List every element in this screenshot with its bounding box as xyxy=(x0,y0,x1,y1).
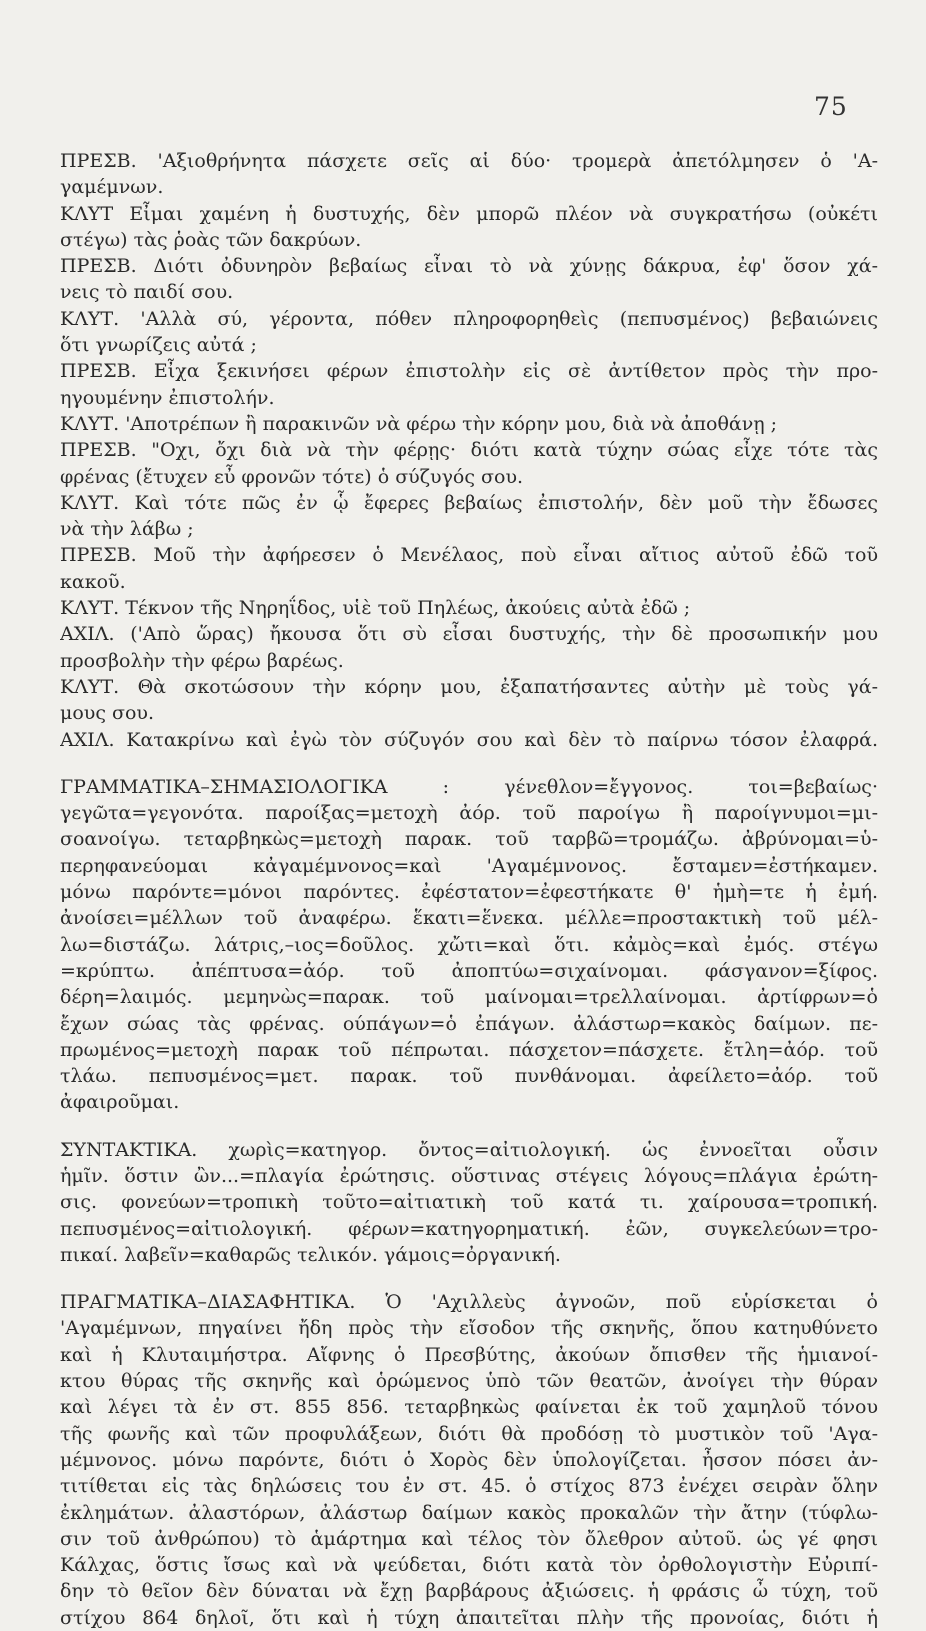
dialogue-line: ΠΡΕΣΒ. 'Αξιοθρήνητα πάσχετε σεῖς αἱ δύο· τρομερὰ ἀπετόλμησεν ὁ 'Α- xyxy=(60,150,878,172)
grammar-line: περηφανεύομαι κἀγαμέμνονος=καὶ 'Αγαμέμνονος. ἔσταμεν=ἐστήκαμεν. xyxy=(60,854,878,877)
dialogue-line: ΑΧΙΛ. ('Απὸ ὥρας) ἤκουσα ὅτι σὺ εἶσαι δυστυχής, τὴν δὲ προσωπικήν μου xyxy=(60,623,878,646)
pragmatics-line: καὶ λέγει τὰ ἐν στ. 855 856. τεταρβηκὼς φαίνεται ἐκ τοῦ χαμηλοῦ τόνου xyxy=(60,1396,878,1419)
grammar-line: τλάω. πεπυσμένος=μετ. παρακ. τοῦ πυνθάνομαι. ἀφείλετο=ἀόρ. τοῦ xyxy=(60,1065,878,1088)
dialogue-line: φρένας (ἔτυχεν εὖ φρονῶν τότε) ὁ σύζυγός σου. xyxy=(60,465,524,488)
pragmatics-line: σιν τοῦ ἀνθρώπου) τὸ ἁμάρτημα καὶ τέλος τὸν ὄλεθρον αὐτοῦ. ὡς γέ φησι xyxy=(60,1527,878,1550)
dialogue-line: ηγουμένην ἐπιστολήν. xyxy=(60,386,275,409)
grammar-line: γεγῶτα=γεγονότα. παροίξας=μετοχὴ ἀόρ. τοῦ παροίγω ἢ παροίγνυμοι=μι- xyxy=(60,802,878,825)
grammar-section xyxy=(60,774,878,1116)
dialogue-line: ΚΛΥΤ. 'Αποτρέπων ἢ παρακινῶν νὰ φέρω τὴν κόρην μου, διὰ νὰ ἀποθάνῃ ; xyxy=(60,412,778,435)
page-number: 75 xyxy=(814,92,848,121)
pragmatics-line: τιτίθεται εἰς τὰς δηλώσεις του ἐν στ. 45. ὁ στίχος 873 ἐνέχει σειρὰν ὅλην xyxy=(60,1475,878,1498)
syntax-line: σις. φονεύων=τροπικὴ τοῦτο=αἰτιατικὴ τοῦ κατά τι. χαίρουσα=τροπική. xyxy=(60,1191,878,1214)
page-body xyxy=(60,148,878,1631)
pragmatics-line: Κάλχας, ὅστις ἴσως καὶ νὰ ψεύδεται, διότι κατὰ τὸν ὀρθολογιστὴν Εὐριπί- xyxy=(60,1554,878,1577)
dialogue-line: ΠΡΕΣΒ. "Οχι, ὄχι διὰ νὰ τὴν φέρῃς· διότι κατὰ τύχην σώας εἶχε τότε τὰς xyxy=(60,439,878,462)
syntax-line: ἡμῖν. ὅστιν ὢν...=πλαγία ἐρώτησις. οὕστινας στέγεις λόγους=πλάγια ἐρώτη- xyxy=(60,1164,878,1187)
dialogue-line: ΠΡΕΣΒ. Μοῦ τὴν ἀφήρεσεν ὁ Μενέλαος, ποὺ εἶναι αἴτιος αὐτοῦ ἐδῶ τοῦ xyxy=(60,544,878,567)
grammar-line: δέρη=λαιμός. μεμηνὼς=παρακ. τοῦ μαίνομαι=τρελλαίνομαι. ἀρτίφρων=ὁ xyxy=(60,986,878,1009)
dialogue-line: μους σου. xyxy=(60,702,155,725)
dialogue-line: ΚΛΥΤ Εἶμαι χαμένη ἡ δυστυχής, δὲν μπορῶ πλέον νὰ συγκρατήσω (οὐκέτι xyxy=(60,202,878,225)
grammar-line: πρωμένος=μετοχὴ παρακ τοῦ πέπρωται. πάσχετον=πάσχετε. ἔτλη=ἀόρ. τοῦ xyxy=(60,1038,878,1061)
pragmatics-line: τῆς φωνῆς καὶ τῶν προφυλάξεων, διότι θὰ προδόσῃ τὸ μυστικὸν τοῦ 'Αγα- xyxy=(60,1422,878,1445)
dialogue-line: ΑΧΙΛ. Κατακρίνω καὶ ἐγὼ τὸν σύζυγόν σου καὶ δὲν τὸ παίρνω τόσον ἐλαφρά. xyxy=(60,728,878,751)
dialogue-line: νὰ τὴν λάβω ; xyxy=(60,518,194,541)
grammar-line: ἀνοίσει=μέλλων τοῦ ἀναφέρω. ἕκατι=ἕνεκα. μέλλε=προστακτικὴ τοῦ μέλ- xyxy=(60,907,878,930)
dialogue-line: στέγω) τὰς ῥοὰς τῶν δακρύων. xyxy=(60,228,362,251)
grammar-line: ΓΡΑΜΜΑΤΙΚΑ–ΣΗΜΑΣΙΟΛΟΓΙΚΑ : γένεθλον=ἔγγονος. τοι=βεβαίως· xyxy=(60,775,878,798)
grammar-line: μόνω παρόντε=μόνοι παρόντες. ἐφέστατον=ἐφεστήκατε θ' ἡμὴ=τε ἡ ἐμή. xyxy=(60,881,878,904)
pragmatics-line: στίχου 864 δηλοῖ, ὅτι καὶ ἡ τύχη ἀπαιτεῖται πλὴν τῆς προνοίας, διότι ἡ xyxy=(60,1606,878,1629)
dialogue-line: γαμέμνων. xyxy=(60,176,164,199)
dialogue-line: ΚΛΥΤ. 'Αλλὰ σύ, γέροντα, πόθεν πληροφορηθεὶς (πεπυσμένος) βεβαιώνεις xyxy=(60,307,878,330)
dialogue-line: ΠΡΕΣΒ. Εἶχα ξεκινήσει φέρων ἐπιστολὴν εἰς σὲ ἀντίθετον πρὸς τὴν προ- xyxy=(60,360,878,383)
grammar-line: =κρύπτω. ἀπέπτυσα=ἀόρ. τοῦ ἀποπτύω=σιχαίνομαι. φάσγανον=ξίφος. xyxy=(60,959,878,982)
pragmatics-line: ΠΡΑΓΜΑΤΙΚΑ–ΔΙΑΣΑΦΗΤΙΚΑ. Ὁ 'Αχιλλεὺς ἀγνοῶν, ποῦ εὑρίσκεται ὁ xyxy=(60,1291,878,1314)
pragmatics-line: κτου θύρας τῆς σκηνῆς καὶ ὁρώμενος ὑπὸ τῶν θεατῶν, ἀνοίγει τὴν θύραν xyxy=(60,1370,878,1393)
dialogue-line: κακοῦ. xyxy=(60,570,126,593)
pragmatics-line: δην τὸ θεῖον δὲν δύναται νὰ ἔχῃ βαρβάρους ἀξιώσεις. ἡ φράσις ὦ τύχη, τοῦ xyxy=(60,1580,878,1603)
dialogue-section xyxy=(60,148,878,753)
pragmatics-line: ἐκλημάτων. ἀλαστόρων, ἀλάστωρ δαίμων κακὸς προκαλῶν τὴν ἄτην (τύφλω- xyxy=(60,1501,878,1524)
syntax-line: πεπυσμένος=αἰτιολογική. φέρων=κατηγορηματική. ἐῶν, συγκελεύων=τρο- xyxy=(60,1217,878,1240)
pragmatics-section xyxy=(60,1289,878,1631)
dialogue-line: ΚΛΥΤ. Τέκνον τῆς Νηρηΐδος, υἱὲ τοῦ Πηλέως, ἀκούεις αὐτὰ ἐδῶ ; xyxy=(60,597,691,620)
syntax-section xyxy=(60,1137,878,1268)
pragmatics-line: καὶ ἡ Κλυταιμήστρα. Αἴφνης ὁ Πρεσβύτης, ἀκούων ὄπισθεν τῆς ἡμιανοί- xyxy=(60,1343,878,1366)
dialogue-line: νεις τὸ παιδί σου. xyxy=(60,281,234,304)
grammar-line: ἀφαιροῦμαι. xyxy=(60,1091,180,1114)
dialogue-line: ΚΛΥΤ. Καὶ τότε πῶς ἐν ᾧ ἔφερες βεβαίως ἐπιστολήν, δὲν μοῦ τὴν ἔδωσες xyxy=(60,491,878,514)
grammar-line: λω=διστάζω. λάτρις,–ιος=δοῦλος. χὤτι=καὶ ὅτι. κἀμὸς=καὶ ἐμός. στέγω xyxy=(60,933,878,956)
pragmatics-line: μέμνονος. μόνω παρόντε, διότι ὁ Χορὸς δὲν ὑπολογίζεται. ἦσσον πόσει ἀν- xyxy=(60,1448,878,1471)
dialogue-line: προσβολὴν τὴν φέρω βαρέως. xyxy=(60,649,344,672)
syntax-line: πικαί. λαβεῖν=καθαρῶς τελικόν. γάμοις=ὀργανική. xyxy=(60,1243,561,1266)
pragmatics-line: 'Αγαμέμνων, πηγαίνει ἤδη πρὸς τὴν εἴσοδον τῆς σκηνῆς, ὅπου κατηυθύνετο xyxy=(60,1317,878,1340)
dialogue-line: ὅτι γνωρίζεις αὐτά ; xyxy=(60,334,257,357)
syntax-line: ΣΥΝΤΑΚΤΙΚΑ. χωρὶς=κατηγορ. ὄντος=αἰτιολογική. ὡς ἐννοεῖται οὖσιν xyxy=(60,1138,878,1161)
dialogue-line: ΚΛΥΤ. Θὰ σκοτώσουν τὴν κόρην μου, ἐξαπατήσαντες αὐτὴν μὲ τοὺς γά- xyxy=(60,675,878,698)
grammar-line: σοανοίγω. τεταρβηκὼς=μετοχὴ παρακ. τοῦ ταρβῶ=τρομάζω. ἀβρύνομαι=ὑ- xyxy=(60,828,878,851)
grammar-line: ἔχων σώας τὰς φρένας. ούπάγων=ὁ ἐπάγων. ἀλάστωρ=κακὸς δαίμων. πε- xyxy=(60,1012,878,1035)
dialogue-line: ΠΡΕΣΒ. Διότι ὀδυνηρὸν βεβαίως εἶναι τὸ νὰ χύνῃς δάκρυα, ἐφ' ὅσον χά- xyxy=(60,255,878,278)
